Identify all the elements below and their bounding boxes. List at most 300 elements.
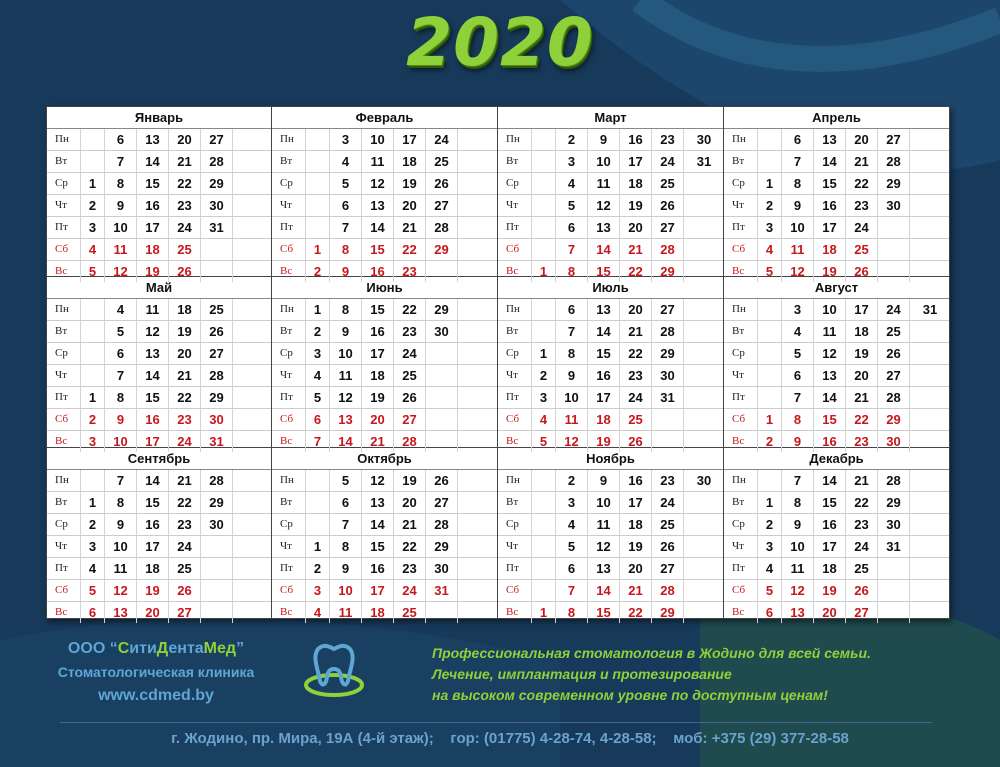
day-cell: 22 — [846, 409, 878, 430]
weekday-row — [724, 343, 949, 365]
weekday-label: Ср — [498, 343, 532, 364]
weekday-row — [272, 409, 497, 431]
day-cell: 14 — [362, 217, 394, 238]
day-cell: 7 — [556, 321, 588, 342]
day-cell: 26 — [426, 470, 458, 491]
day-cell: 22 — [846, 492, 878, 513]
day-cell: 26 — [169, 580, 201, 601]
day-cell: 9 — [782, 431, 814, 452]
month-block — [46, 448, 272, 619]
day-cell — [233, 387, 273, 408]
weekday-row — [498, 602, 723, 623]
day-cell: 14 — [362, 514, 394, 535]
weekday-label: Вс — [47, 602, 81, 623]
day-cell: 18 — [362, 602, 394, 623]
day-cell: 24 — [394, 343, 426, 364]
day-cell: 26 — [878, 343, 910, 364]
day-cell — [458, 151, 498, 172]
day-cell: 25 — [394, 365, 426, 386]
day-cell: 5 — [758, 261, 782, 282]
weekday-label: Вт — [47, 321, 81, 342]
day-cell: 12 — [814, 343, 846, 364]
weekday-row — [498, 558, 723, 580]
day-cell: 14 — [814, 151, 846, 172]
day-cell: 17 — [620, 151, 652, 172]
day-cell: 17 — [814, 536, 846, 557]
day-cell — [458, 409, 498, 430]
day-cell: 3 — [81, 536, 105, 557]
day-cell: 31 — [426, 580, 458, 601]
weekday-row — [498, 365, 723, 387]
day-cell: 22 — [394, 239, 426, 260]
weekday-row — [47, 195, 271, 217]
day-cell: 29 — [652, 261, 684, 282]
day-cell: 7 — [782, 470, 814, 491]
day-cell: 17 — [137, 217, 169, 238]
weekday-label: Чт — [47, 536, 81, 557]
day-cell: 22 — [846, 173, 878, 194]
day-cell — [910, 602, 950, 623]
day-cell: 7 — [782, 151, 814, 172]
day-cell: 29 — [201, 173, 233, 194]
weekday-row — [724, 239, 949, 261]
day-cell: 5 — [306, 387, 330, 408]
day-cell: 29 — [652, 343, 684, 364]
day-cell: 3 — [758, 536, 782, 557]
day-cell: 4 — [306, 365, 330, 386]
weekday-label: Пн — [47, 470, 81, 491]
weekday-label: Пн — [47, 129, 81, 150]
day-cell — [458, 580, 498, 601]
day-cell: 25 — [620, 409, 652, 430]
day-cell — [684, 602, 724, 623]
day-cell: 7 — [330, 514, 362, 535]
tooth-logo-icon — [302, 641, 366, 701]
weekday-row — [498, 173, 723, 195]
day-cell: 20 — [137, 602, 169, 623]
day-cell: 7 — [556, 580, 588, 601]
company-website-link[interactable]: www.cdmed.by — [98, 687, 214, 704]
day-cell — [532, 195, 556, 216]
weekday-label: Вс — [498, 261, 532, 282]
day-cell: 9 — [782, 195, 814, 216]
day-cell — [81, 299, 105, 320]
day-cell — [458, 129, 498, 150]
month-block — [724, 106, 950, 277]
weekday-label: Ср — [272, 514, 306, 535]
day-cell: 1 — [532, 602, 556, 623]
weekday-row — [47, 558, 271, 580]
day-cell — [201, 558, 233, 579]
day-cell: 13 — [362, 195, 394, 216]
day-cell: 9 — [330, 558, 362, 579]
day-cell: 3 — [532, 387, 556, 408]
day-cell — [532, 536, 556, 557]
day-cell — [532, 173, 556, 194]
day-cell: 12 — [782, 261, 814, 282]
weekday-label: Чт — [47, 365, 81, 386]
weekday-label: Пт — [724, 387, 758, 408]
day-cell: 4 — [556, 514, 588, 535]
weekday-row — [724, 299, 949, 321]
day-cell — [684, 558, 724, 579]
day-cell — [233, 558, 273, 579]
day-cell: 10 — [588, 151, 620, 172]
day-cell: 18 — [846, 321, 878, 342]
day-cell — [758, 299, 782, 320]
day-cell: 6 — [105, 129, 137, 150]
day-cell — [233, 217, 273, 238]
day-cell: 15 — [588, 261, 620, 282]
day-cell: 7 — [105, 470, 137, 491]
day-cell — [684, 580, 724, 601]
day-cell — [532, 492, 556, 513]
weekday-label: Вс — [498, 602, 532, 623]
day-cell — [306, 217, 330, 238]
day-cell: 5 — [556, 195, 588, 216]
day-cell: 20 — [620, 217, 652, 238]
day-cell: 12 — [105, 261, 137, 282]
day-cell: 4 — [532, 409, 556, 430]
company-name — [38, 640, 274, 658]
day-cell: 4 — [758, 558, 782, 579]
day-cell — [233, 321, 273, 342]
day-cell: 24 — [878, 299, 910, 320]
day-cell: 10 — [588, 492, 620, 513]
day-cell: 4 — [306, 602, 330, 623]
day-cell — [684, 195, 724, 216]
month-name: Январь — [47, 107, 271, 129]
day-cell — [233, 580, 273, 601]
day-cell: 21 — [620, 580, 652, 601]
weekday-label: Сб — [498, 580, 532, 601]
day-cell: 4 — [782, 321, 814, 342]
day-cell: 14 — [588, 580, 620, 601]
month-name: Апрель — [724, 107, 949, 129]
day-cell: 9 — [556, 365, 588, 386]
day-cell: 24 — [846, 217, 878, 238]
day-cell — [201, 536, 233, 557]
day-cell: 16 — [814, 431, 846, 452]
day-cell: 27 — [201, 129, 233, 150]
day-cell: 18 — [814, 239, 846, 260]
day-cell: 10 — [556, 387, 588, 408]
day-cell — [306, 492, 330, 513]
day-cell — [910, 321, 950, 342]
day-cell: 10 — [330, 343, 362, 364]
day-cell: 29 — [426, 239, 458, 260]
weekday-row — [47, 129, 271, 151]
company-name-part: ента — [168, 640, 204, 657]
day-cell: 1 — [306, 536, 330, 557]
day-cell: 31 — [696, 154, 712, 169]
day-cell: 18 — [394, 151, 426, 172]
day-cell: 15 — [588, 602, 620, 623]
day-cell — [306, 151, 330, 172]
day-cell: 2 — [556, 470, 588, 491]
day-cell: 12 — [137, 321, 169, 342]
day-cell: 30 — [878, 514, 910, 535]
day-cell — [758, 151, 782, 172]
day-cell — [233, 195, 273, 216]
weekday-row — [498, 217, 723, 239]
day-cell: 24 — [169, 536, 201, 557]
day-cell: 22 — [169, 387, 201, 408]
company-name-part: Мед — [203, 640, 237, 657]
day-cell: 16 — [362, 321, 394, 342]
weekday-label: Вт — [498, 151, 532, 172]
weekday-label: Чт — [47, 195, 81, 216]
weekday-label: Вс — [47, 431, 81, 452]
year-title: 2020 — [406, 4, 594, 81]
day-cell: 16 — [137, 195, 169, 216]
day-cell — [306, 195, 330, 216]
day-cell — [233, 514, 273, 535]
day-cell: 15 — [814, 492, 846, 513]
day-cell: 31 — [652, 387, 684, 408]
day-cell — [910, 129, 950, 150]
weekday-label: Пт — [498, 558, 532, 579]
day-cell: 25 — [652, 514, 684, 535]
day-cell — [81, 129, 105, 150]
day-cell — [532, 558, 556, 579]
weekday-row — [272, 299, 497, 321]
day-cell: 10 — [105, 217, 137, 238]
day-cell — [81, 470, 105, 491]
weekday-label: Сб — [47, 239, 81, 260]
day-cell: 4 — [81, 558, 105, 579]
day-cell: 18 — [137, 558, 169, 579]
day-cell: 21 — [846, 151, 878, 172]
day-cell: 27 — [652, 299, 684, 320]
weekday-label: Пт — [724, 217, 758, 238]
day-cell: 11 — [782, 239, 814, 260]
day-cell: 11 — [330, 365, 362, 386]
day-cell: 6 — [556, 217, 588, 238]
day-cell: 28 — [201, 151, 233, 172]
day-cell: 11 — [556, 409, 588, 430]
day-cell: 8 — [105, 492, 137, 513]
day-cell: 8 — [330, 536, 362, 557]
day-cell: 31 — [201, 217, 233, 238]
day-cell: 21 — [169, 365, 201, 386]
day-cell: 9 — [782, 514, 814, 535]
day-cell — [652, 409, 684, 430]
weekday-row — [272, 580, 497, 602]
day-cell: 10 — [362, 129, 394, 150]
day-cell — [306, 470, 330, 491]
weekday-row — [272, 129, 497, 151]
day-cell — [532, 151, 556, 172]
day-cell: 8 — [556, 343, 588, 364]
day-cell: 30 — [696, 473, 712, 488]
weekday-label: Вт — [272, 321, 306, 342]
day-cell: 26 — [201, 321, 233, 342]
month-name: Февраль — [272, 107, 497, 129]
weekday-label: Вт — [724, 492, 758, 513]
weekday-label: Пн — [498, 470, 532, 491]
day-cell — [684, 365, 724, 386]
day-cell: 1 — [532, 261, 556, 282]
day-cell: 26 — [169, 261, 201, 282]
day-cell: 13 — [588, 217, 620, 238]
weekday-row — [498, 299, 723, 321]
day-cell: 7 — [330, 217, 362, 238]
day-cell — [233, 343, 273, 364]
weekday-row — [498, 343, 723, 365]
day-cell: 15 — [137, 173, 169, 194]
day-cell: 13 — [814, 129, 846, 150]
day-cell: 22 — [394, 299, 426, 320]
weekday-row — [724, 365, 949, 387]
day-cell: 8 — [105, 387, 137, 408]
day-cell: 2 — [758, 431, 782, 452]
weekday-row — [724, 387, 949, 409]
day-cell: 18 — [137, 239, 169, 260]
day-cell: 17 — [394, 129, 426, 150]
day-cell: 16 — [814, 514, 846, 535]
weekday-row — [498, 492, 723, 514]
day-cell: 21 — [169, 151, 201, 172]
day-cell: 21 — [169, 470, 201, 491]
day-cell: 19 — [814, 580, 846, 601]
day-cell: 30 — [878, 195, 910, 216]
day-cell — [758, 470, 782, 491]
day-cell: 20 — [169, 343, 201, 364]
day-cell: 13 — [137, 129, 169, 150]
day-cell: 28 — [652, 580, 684, 601]
weekday-label: Вс — [272, 431, 306, 452]
weekday-label: Сб — [498, 409, 532, 430]
day-cell — [426, 343, 458, 364]
day-cell: 6 — [782, 365, 814, 386]
month-block — [498, 448, 724, 619]
day-cell: 5 — [532, 431, 556, 452]
day-cell: 23 — [169, 195, 201, 216]
day-cell — [684, 387, 724, 408]
day-cell: 20 — [846, 129, 878, 150]
weekday-row — [47, 536, 271, 558]
day-cell — [910, 409, 950, 430]
day-cell — [201, 239, 233, 260]
day-cell: 21 — [394, 514, 426, 535]
day-cell: 26 — [652, 536, 684, 557]
weekday-row — [724, 492, 949, 514]
day-cell: 25 — [878, 321, 910, 342]
weekday-row — [47, 409, 271, 431]
day-cell: 7 — [105, 365, 137, 386]
day-cell: 8 — [330, 239, 362, 260]
day-cell: 22 — [169, 492, 201, 513]
day-cell: 14 — [137, 151, 169, 172]
day-cell — [878, 558, 910, 579]
day-cell: 19 — [169, 321, 201, 342]
month-block — [46, 277, 272, 448]
day-cell — [684, 492, 724, 513]
day-cell: 12 — [588, 536, 620, 557]
weekday-label: Сб — [272, 239, 306, 260]
weekday-row — [47, 299, 271, 321]
day-cell: 10 — [814, 299, 846, 320]
day-cell: 11 — [105, 558, 137, 579]
month-block — [724, 448, 950, 619]
day-cell: 23 — [394, 558, 426, 579]
weekday-row — [47, 602, 271, 623]
day-cell: 5 — [81, 261, 105, 282]
day-cell: 11 — [362, 151, 394, 172]
day-cell — [458, 470, 498, 491]
weekday-row — [724, 321, 949, 343]
day-cell: 27 — [201, 343, 233, 364]
weekday-label: Чт — [498, 536, 532, 557]
day-cell — [201, 602, 233, 623]
weekday-label: Ср — [724, 173, 758, 194]
day-cell: 28 — [652, 239, 684, 260]
weekday-row — [47, 492, 271, 514]
day-cell: 28 — [201, 470, 233, 491]
weekday-label: Ср — [47, 343, 81, 364]
day-cell: 13 — [362, 492, 394, 513]
day-cell: 21 — [846, 387, 878, 408]
weekday-label: Ср — [47, 173, 81, 194]
day-cell: 3 — [330, 129, 362, 150]
month-name: Май — [47, 277, 271, 299]
day-cell: 1 — [758, 492, 782, 513]
day-cell: 16 — [620, 129, 652, 150]
day-cell — [458, 536, 498, 557]
day-cell — [458, 343, 498, 364]
day-cell: 3 — [81, 431, 105, 452]
day-cell — [910, 387, 950, 408]
day-cell: 23 — [652, 470, 684, 491]
day-cell: 3 — [556, 492, 588, 513]
day-cell: 8 — [782, 492, 814, 513]
weekday-label: Сб — [47, 580, 81, 601]
day-cell: 9 — [330, 321, 362, 342]
day-cell: 15 — [362, 239, 394, 260]
day-cell: 5 — [556, 536, 588, 557]
month-name: Март — [498, 107, 723, 129]
day-cell: 9 — [588, 470, 620, 491]
day-cell: 20 — [394, 195, 426, 216]
weekday-row — [47, 343, 271, 365]
day-cell: 5 — [105, 321, 137, 342]
weekday-label: Пн — [47, 299, 81, 320]
day-cell — [532, 299, 556, 320]
day-cell: 24 — [169, 431, 201, 452]
weekday-row — [724, 173, 949, 195]
day-cell — [910, 365, 950, 386]
weekday-label: Пн — [724, 299, 758, 320]
day-cell: 26 — [652, 195, 684, 216]
day-cell: 29 — [878, 409, 910, 430]
day-cell: 15 — [137, 492, 169, 513]
weekday-label: Пн — [498, 129, 532, 150]
day-cell: 16 — [362, 558, 394, 579]
day-cell: 10 — [782, 536, 814, 557]
day-cell: 15 — [137, 387, 169, 408]
day-cell: 14 — [137, 470, 169, 491]
day-cell: 26 — [394, 387, 426, 408]
day-cell: 6 — [330, 492, 362, 513]
weekday-row — [272, 151, 497, 173]
weekday-label: Пн — [272, 299, 306, 320]
weekday-row — [724, 409, 949, 431]
weekday-row — [47, 470, 271, 492]
day-cell: 10 — [105, 431, 137, 452]
day-cell: 22 — [169, 173, 201, 194]
day-cell: 28 — [652, 321, 684, 342]
